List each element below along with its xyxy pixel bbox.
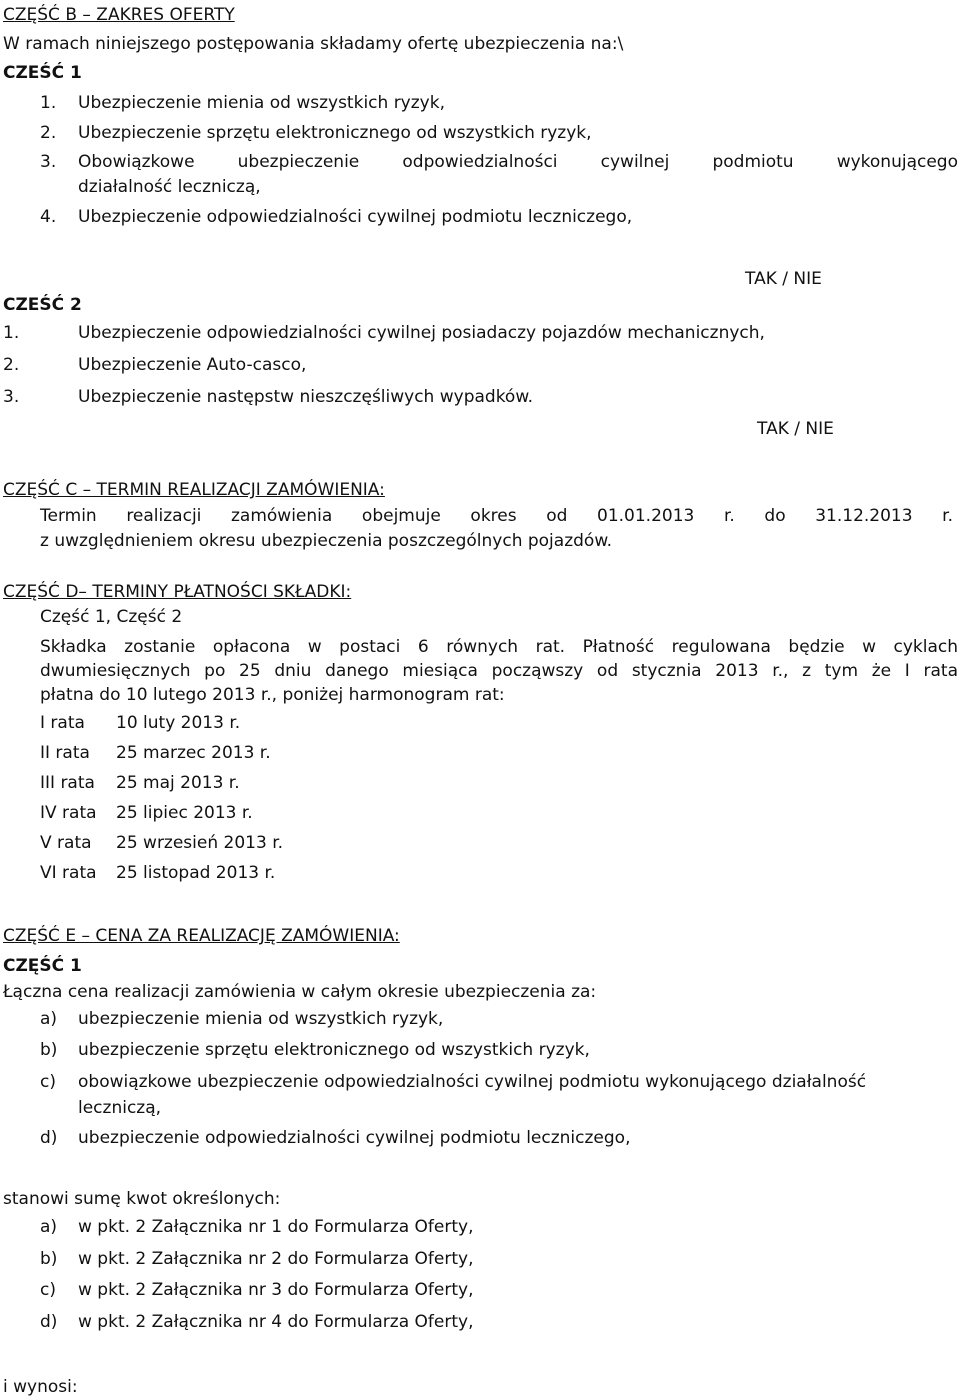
item-number: 1. [40, 93, 57, 113]
ref-item-b [40, 1248, 473, 1270]
installment-name: I rata [40, 713, 85, 733]
item-text: Ubezpieczenie następstw nieszczęśliwych wypadków. [78, 387, 534, 407]
item-letter: d) [40, 1128, 58, 1148]
section-d-p2: dwumiesięcznych po 25 dniu danego miesiąca począwszy od stycznia 2013 r., z tym że I rata [40, 661, 958, 681]
section-c-line2: z uwzględnieniem okresu ubezpieczenia poszczególnych pojazdów. [40, 531, 613, 551]
item-text: ubezpieczenie odpowiedzialności cywilnej podmiotu leczniczego, [78, 1128, 631, 1148]
section-e-heading: CZĘŚĆ 1 [3, 956, 82, 976]
item-text: ubezpieczenie mienia od wszystkich ryzyk, [78, 1009, 444, 1029]
item-text: w pkt. 2 Załącznika nr 4 do Formularza Oferty, [78, 1312, 474, 1332]
installment-date: 25 marzec 2013 r. [116, 743, 271, 763]
item-letter: b) [40, 1249, 58, 1269]
part1-item-3 [40, 151, 958, 173]
item-text: Ubezpieczenie Auto-casco, [78, 355, 307, 375]
item-number: 1. [3, 323, 20, 343]
price-item-c-cont: leczniczą, [78, 1098, 162, 1118]
item-text: Ubezpieczenie sprzętu elektronicznego od wszystkich ryzyk, [78, 123, 592, 143]
item-text: w pkt. 2 Załącznika nr 2 do Formularza Oferty, [78, 1249, 474, 1269]
part1-item-4 [40, 206, 632, 228]
outro: i wynosi: [3, 1377, 78, 1397]
ref-item-d [40, 1311, 473, 1333]
installment-date: 25 maj 2013 r. [116, 773, 240, 793]
installment-name: VI rata [40, 863, 97, 883]
item-letter: d) [40, 1312, 58, 1332]
section-c-title: CZĘŚĆ C – TERMIN REALIZACJI ZAMÓWIENIA: [3, 480, 385, 500]
section-b-intro: W ramach niniejszego postępowania składamy ofertę ubezpieczenia na:\ [3, 34, 624, 54]
item-text: obowiązkowe ubezpieczenie odpowiedzialności cywilnej podmiotu wykonującego działalność [78, 1072, 867, 1092]
price-item-a [40, 1008, 443, 1030]
section-e-intro: Łączna cena realizacji zamówienia w całym okresie ubezpieczenia za: [3, 982, 597, 1002]
section-c-line1: Termin realizacji zamówienia obejmuje okres od 01.01.2013 r. do 31.12.2013 r. [40, 506, 953, 526]
item-text: Obowiązkowe ubezpieczenie odpowiedzialności cywilnej podmiotu wykonującego [78, 152, 958, 172]
installment-date: 25 wrzesień 2013 r. [116, 833, 284, 853]
part1-heading: CZEŚĆ 1 [3, 63, 82, 83]
installment-name: IV rata [40, 803, 97, 823]
item-number: 3. [3, 387, 20, 407]
section-b-title: CZĘŚĆ B – ZAKRES OFERTY [3, 5, 235, 25]
installment-name: III rata [40, 773, 95, 793]
item-number: 2. [40, 123, 57, 143]
installment-date: 25 listopad 2013 r. [116, 863, 276, 883]
part2-item-1 [3, 322, 765, 344]
item-text: w pkt. 2 Załącznika nr 3 do Formularza Oferty, [78, 1280, 474, 1300]
part1-item-3-cont: działalność leczniczą, [78, 177, 261, 197]
item-number: 3. [40, 152, 57, 172]
part1-item-1 [40, 92, 445, 114]
price-item-b [40, 1039, 590, 1061]
installment-row [40, 862, 275, 884]
installment-row [40, 742, 271, 764]
item-text: Ubezpieczenie odpowiedzialności cywilnej podmiotu leczniczego, [78, 207, 633, 227]
item-letter: b) [40, 1040, 58, 1060]
section-e-title: CZĘŚĆ E – CENA ZA REALIZACJĘ ZAMÓWIENIA: [3, 926, 400, 946]
part2-heading: CZEŚĆ 2 [3, 295, 82, 315]
ref-item-c [40, 1279, 473, 1301]
section-d-p3: płatna do 10 lutego 2013 r., poniżej harmonogram rat: [40, 685, 505, 705]
item-text: ubezpieczenie sprzętu elektronicznego od wszystkich ryzyk, [78, 1040, 590, 1060]
item-number: 4. [40, 207, 57, 227]
installment-row [40, 832, 283, 854]
installment-name: V rata [40, 833, 92, 853]
section-d-title: CZĘŚĆ D– TERMINY PŁATNOŚCI SKŁADKI: [3, 582, 352, 602]
price-item-c [40, 1071, 866, 1093]
installment-row [40, 712, 240, 734]
price-item-d [40, 1127, 630, 1149]
part2-item-2 [3, 354, 306, 376]
installment-date: 10 luty 2013 r. [116, 713, 241, 733]
installment-date: 25 lipiec 2013 r. [116, 803, 253, 823]
item-letter: c) [40, 1280, 56, 1300]
part1-item-2 [40, 122, 592, 144]
item-letter: a) [40, 1009, 58, 1029]
ref-item-a [40, 1216, 473, 1238]
installment-name: II rata [40, 743, 90, 763]
part2-item-3 [3, 386, 533, 408]
item-number: 2. [3, 355, 20, 375]
sum-intro: stanowi sumę kwot określonych: [3, 1189, 281, 1209]
installment-row [40, 802, 253, 824]
item-text: Ubezpieczenie mienia od wszystkich ryzyk, [78, 93, 445, 113]
section-d-p1: Składka zostanie opłacona w postaci 6 równych rat. Płatność regulowana będzie w cyklach [40, 637, 958, 657]
part2-choice: TAK / NIE [757, 419, 834, 439]
item-text: Ubezpieczenie odpowiedzialności cywilnej posiadaczy pojazdów mechanicznych, [78, 323, 765, 343]
item-text: w pkt. 2 Załącznika nr 1 do Formularza Oferty, [78, 1217, 474, 1237]
section-d-parts: Część 1, Część 2 [40, 607, 183, 627]
installment-row [40, 772, 240, 794]
item-letter: c) [40, 1072, 56, 1092]
item-letter: a) [40, 1217, 58, 1237]
part1-choice: TAK / NIE [745, 269, 822, 289]
